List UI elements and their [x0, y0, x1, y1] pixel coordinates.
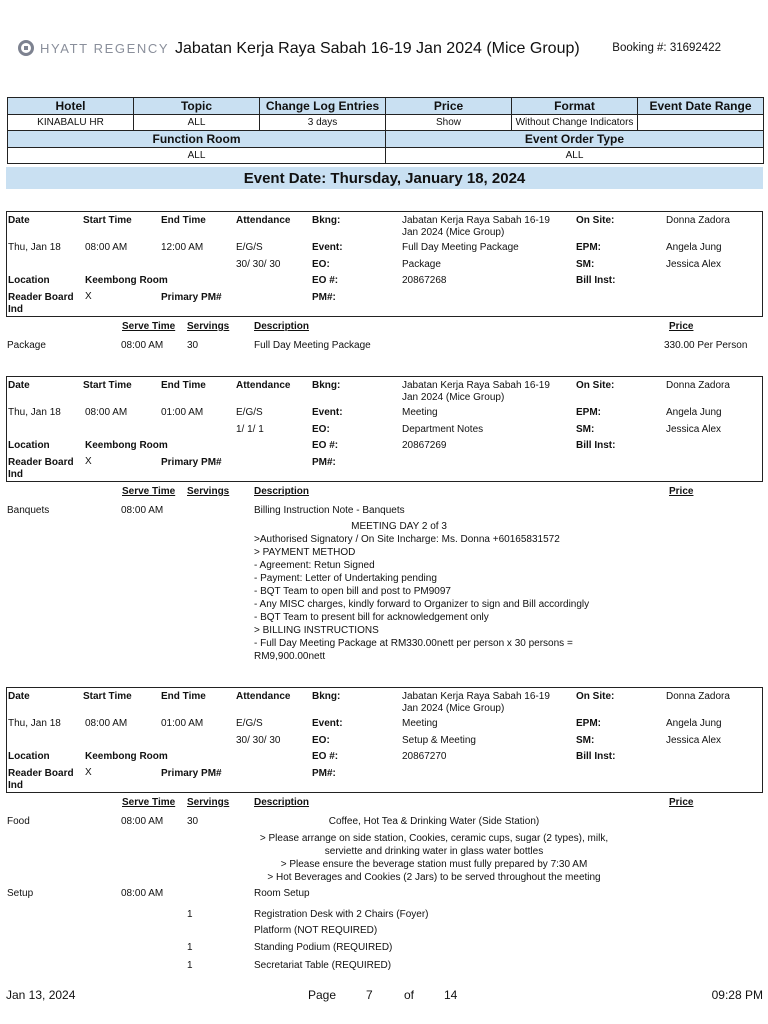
sm-label: SM: — [576, 735, 595, 746]
food-line: > Hot Beverages and Cookies (2 Jars) to be served throughout the meeting — [267, 872, 601, 883]
setup-item: Secretariat Table (REQUIRED) — [254, 960, 392, 971]
start-time-label: Start Time — [83, 691, 132, 702]
primary-pm-label: Primary PM# — [161, 292, 222, 303]
start-time: 08:00 AM — [85, 242, 128, 253]
eo-type: Package — [402, 259, 441, 270]
filter-changelog-value: 3 days — [260, 115, 386, 131]
on-site-label: On Site: — [576, 215, 615, 226]
setup-item: Standing Podium (REQUIRED) — [254, 942, 393, 953]
attendance-values: 30/ 30/ 30 — [236, 259, 281, 270]
sm-value: Jessica Alex — [666, 735, 722, 746]
item-serve-time: 08:00 AM — [121, 505, 164, 516]
event-label: Event: — [312, 242, 343, 253]
end-time: 12:00 AM — [161, 242, 204, 253]
event-order-block — [6, 687, 763, 793]
location-value: Keembong Room — [85, 751, 168, 762]
filter-function-room-header: Function Room — [8, 131, 386, 148]
food-line: > Please arrange on side station, Cookies, ceramic cups, sugar (2 types), milk, serviette and drinking water in glass water bottles — [259, 833, 609, 857]
event-order-block — [6, 211, 763, 317]
event-date: Thu, Jan 18 — [8, 407, 61, 418]
note-line: > BILLING INSTRUCTIONS — [254, 625, 379, 636]
eo-number-label: EO #: — [312, 751, 339, 762]
attendance-label: Attendance — [236, 380, 291, 391]
filter-daterange-value — [638, 115, 764, 131]
bkng-label: Bkng: — [312, 380, 341, 391]
serve-time-header: Serve Time — [122, 486, 176, 497]
note-line: >Authorised Signatory / On Site Incharge: Ms. Donna +60165831572 — [254, 534, 560, 545]
page-header — [18, 38, 748, 62]
item-servings: 30 — [187, 816, 199, 827]
filter-price-header: Price — [386, 98, 512, 115]
on-site-value: Donna Zadora — [666, 380, 730, 391]
attendance-type: E/G/S — [236, 242, 263, 253]
setup-title: Room Setup — [254, 888, 310, 899]
eo-number: 20867269 — [402, 440, 447, 451]
reader-board-value: X — [85, 291, 92, 302]
item-serve-time: 08:00 AM — [121, 340, 164, 351]
reader-board-label: Reader Board Ind — [8, 292, 74, 315]
start-time-label: Start Time — [83, 215, 132, 226]
filter-format-value: Without Change Indicators — [512, 115, 638, 131]
hotel-logo — [18, 40, 169, 56]
filter-function-room-value: ALL — [8, 148, 386, 164]
note-line: - Any MISC charges, kindly forward to Organizer to sign and Bill accordingly — [254, 599, 590, 610]
on-site-value: Donna Zadora — [666, 691, 730, 702]
end-time-label: End Time — [161, 691, 206, 702]
item-price: 330.00 Per Person — [664, 340, 748, 351]
date-label: Date — [8, 691, 30, 702]
date-label: Date — [8, 215, 30, 226]
filter-hotel-header: Hotel — [8, 98, 134, 115]
item-category: Food — [7, 816, 30, 827]
primary-pm-label: Primary PM# — [161, 457, 222, 468]
booking-name: Jabatan Kerja Raya Sabah 16-19 Jan 2024 (Mice Group) — [402, 215, 550, 238]
end-time-label: End Time — [161, 380, 206, 391]
reader-board-value: X — [85, 456, 92, 467]
hyatt-logo-icon — [18, 40, 34, 56]
eo-number-label: EO #: — [312, 275, 339, 286]
price-header: Price — [669, 321, 694, 332]
description-header: Description — [254, 321, 310, 332]
item-category: Banquets — [7, 505, 50, 516]
item-serve-time: 08:00 AM — [121, 816, 164, 827]
eo-label: EO: — [312, 735, 330, 746]
setup-qty: 1 — [187, 960, 193, 971]
location-value: Keembong Room — [85, 440, 168, 451]
epm-value: Angela Jung — [666, 407, 722, 418]
servings-header: Servings — [187, 486, 230, 497]
filter-topic-header: Topic — [134, 98, 260, 115]
filter-eo-type-value: ALL — [386, 148, 764, 164]
pm-label: PM#: — [312, 768, 336, 779]
note-line: > PAYMENT METHOD — [254, 547, 356, 558]
eo-type: Setup & Meeting — [402, 735, 476, 746]
start-time: 08:00 AM — [85, 718, 128, 729]
attendance-values: 30/ 30/ 30 — [236, 735, 281, 746]
note-line: - Agreement: Retun Signed — [254, 560, 375, 571]
epm-label: EPM: — [576, 407, 601, 418]
item-category: Setup — [7, 888, 34, 899]
note-line: - BQT Team to open bill and post to PM9097 — [254, 586, 451, 597]
notes-heading: MEETING DAY 2 of 3 — [351, 521, 447, 532]
price-header: Price — [669, 797, 694, 808]
note-line: - Payment: Letter of Undertaking pending — [254, 573, 437, 584]
event-date-banner: Event Date: Thursday, January 18, 2024 — [6, 167, 763, 189]
start-time: 08:00 AM — [85, 407, 128, 418]
booking-name: Jabatan Kerja Raya Sabah 16-19 Jan 2024 (Mice Group) — [402, 691, 550, 714]
end-time: 01:00 AM — [161, 718, 204, 729]
food-line: > Please ensure the beverage station must fully prepared by 7:30 AM — [280, 859, 588, 870]
filter-eo-type-header: Event Order Type — [386, 131, 764, 148]
pm-label: PM#: — [312, 457, 336, 468]
print-date: Jan 13, 2024 — [6, 988, 76, 1002]
filter-header-row-2 — [8, 131, 764, 148]
billing-notes — [254, 533, 604, 663]
event-order-block — [6, 376, 763, 482]
end-time: 01:00 AM — [161, 407, 204, 418]
filter-table — [7, 97, 764, 164]
epm-label: EPM: — [576, 242, 601, 253]
location-label: Location — [8, 275, 50, 286]
eo-number: 20867268 — [402, 275, 447, 286]
filter-header-row — [8, 98, 764, 115]
of-label: of — [404, 988, 415, 1002]
page-number: 7 — [366, 988, 373, 1002]
on-site-label: On Site: — [576, 380, 615, 391]
reader-board-value: X — [85, 767, 92, 778]
event-name: Meeting — [402, 718, 438, 729]
setup-qty: 1 — [187, 909, 193, 920]
attendance-type: E/G/S — [236, 407, 263, 418]
date-label: Date — [8, 380, 30, 391]
serve-time-header: Serve Time — [122, 797, 176, 808]
eo-type: Department Notes — [402, 424, 484, 435]
item-description: Billing Instruction Note - Banquets — [254, 505, 405, 516]
attendance-values: 1/ 1/ 1 — [236, 424, 264, 435]
eo-number: 20867270 — [402, 751, 447, 762]
start-time-label: Start Time — [83, 380, 132, 391]
sm-label: SM: — [576, 259, 595, 270]
setup-item: Platform (NOT REQUIRED) — [254, 925, 378, 936]
item-servings: 30 — [187, 340, 199, 351]
event-label: Event: — [312, 407, 343, 418]
on-site-value: Donna Zadora — [666, 215, 730, 226]
servings-header: Servings — [187, 321, 230, 332]
filter-topic-value: ALL — [134, 115, 260, 131]
page-footer — [6, 988, 763, 1002]
item-serve-time: 08:00 AM — [121, 888, 164, 899]
eo-label: EO: — [312, 424, 330, 435]
attendance-type: E/G/S — [236, 718, 263, 729]
attendance-label: Attendance — [236, 691, 291, 702]
page-label: Page — [308, 988, 337, 1002]
bkng-label: Bkng: — [312, 691, 341, 702]
filter-price-value: Show — [386, 115, 512, 131]
sm-label: SM: — [576, 424, 595, 435]
booking-name: Jabatan Kerja Raya Sabah 16-19 Jan 2024 (Mice Group) — [402, 380, 550, 403]
reader-board-label: Reader Board Ind — [8, 768, 74, 791]
location-value: Keembong Room — [85, 275, 168, 286]
eo-number-label: EO #: — [312, 440, 339, 451]
event-name: Meeting — [402, 407, 438, 418]
location-label: Location — [8, 440, 50, 451]
total-pages: 14 — [444, 988, 458, 1002]
filter-value-row-2 — [8, 148, 764, 164]
description-header: Description — [254, 486, 310, 497]
booking-number: Booking #: 31692422 — [612, 42, 721, 54]
bill-inst-label: Bill Inst: — [576, 275, 616, 286]
report-title: Jabatan Kerja Raya Sabah 16-19 Jan 2024 (Mice Group) — [175, 40, 580, 57]
item-description: Full Day Meeting Package — [254, 340, 371, 351]
eo-label: EO: — [312, 259, 330, 270]
food-notes — [254, 815, 614, 884]
bill-inst-label: Bill Inst: — [576, 440, 616, 451]
brand-name: HYATT REGENCY — [40, 40, 170, 56]
filter-hotel-value: KINABALU HR — [8, 115, 134, 131]
servings-header: Servings — [187, 797, 230, 808]
epm-value: Angela Jung — [666, 242, 722, 253]
location-label: Location — [8, 751, 50, 762]
filter-changelog-header: Change Log Entries — [260, 98, 386, 115]
filter-format-header: Format — [512, 98, 638, 115]
note-line: - BQT Team to present bill for acknowledgement only — [254, 612, 489, 623]
end-time-label: End Time — [161, 215, 206, 226]
reader-board-label: Reader Board Ind — [8, 457, 74, 480]
bill-inst-label: Bill Inst: — [576, 751, 616, 762]
event-date: Thu, Jan 18 — [8, 242, 61, 253]
setup-qty: 1 — [187, 942, 193, 953]
bkng-label: Bkng: — [312, 215, 341, 226]
attendance-label: Attendance — [236, 215, 291, 226]
filter-daterange-header: Event Date Range — [638, 98, 764, 115]
setup-item: Registration Desk with 2 Chairs (Foyer) — [254, 909, 429, 920]
serve-time-header: Serve Time — [122, 321, 176, 332]
event-name: Full Day Meeting Package — [402, 242, 519, 253]
sm-value: Jessica Alex — [666, 424, 722, 435]
epm-value: Angela Jung — [666, 718, 722, 729]
price-header: Price — [669, 486, 694, 497]
epm-label: EPM: — [576, 718, 601, 729]
item-category: Package — [7, 340, 46, 351]
filter-value-row — [8, 115, 764, 131]
event-date: Thu, Jan 18 — [8, 718, 61, 729]
primary-pm-label: Primary PM# — [161, 768, 222, 779]
print-time: 09:28 PM — [711, 988, 763, 1002]
pm-label: PM#: — [312, 292, 336, 303]
note-line: - Full Day Meeting Package at RM330.00nett per person x 30 persons = RM9,900.00nett — [254, 638, 573, 662]
description-header: Description — [254, 797, 310, 808]
food-title: Coffee, Hot Tea & Drinking Water (Side Station) — [328, 816, 540, 827]
sm-value: Jessica Alex — [666, 259, 722, 270]
event-label: Event: — [312, 718, 343, 729]
on-site-label: On Site: — [576, 691, 615, 702]
